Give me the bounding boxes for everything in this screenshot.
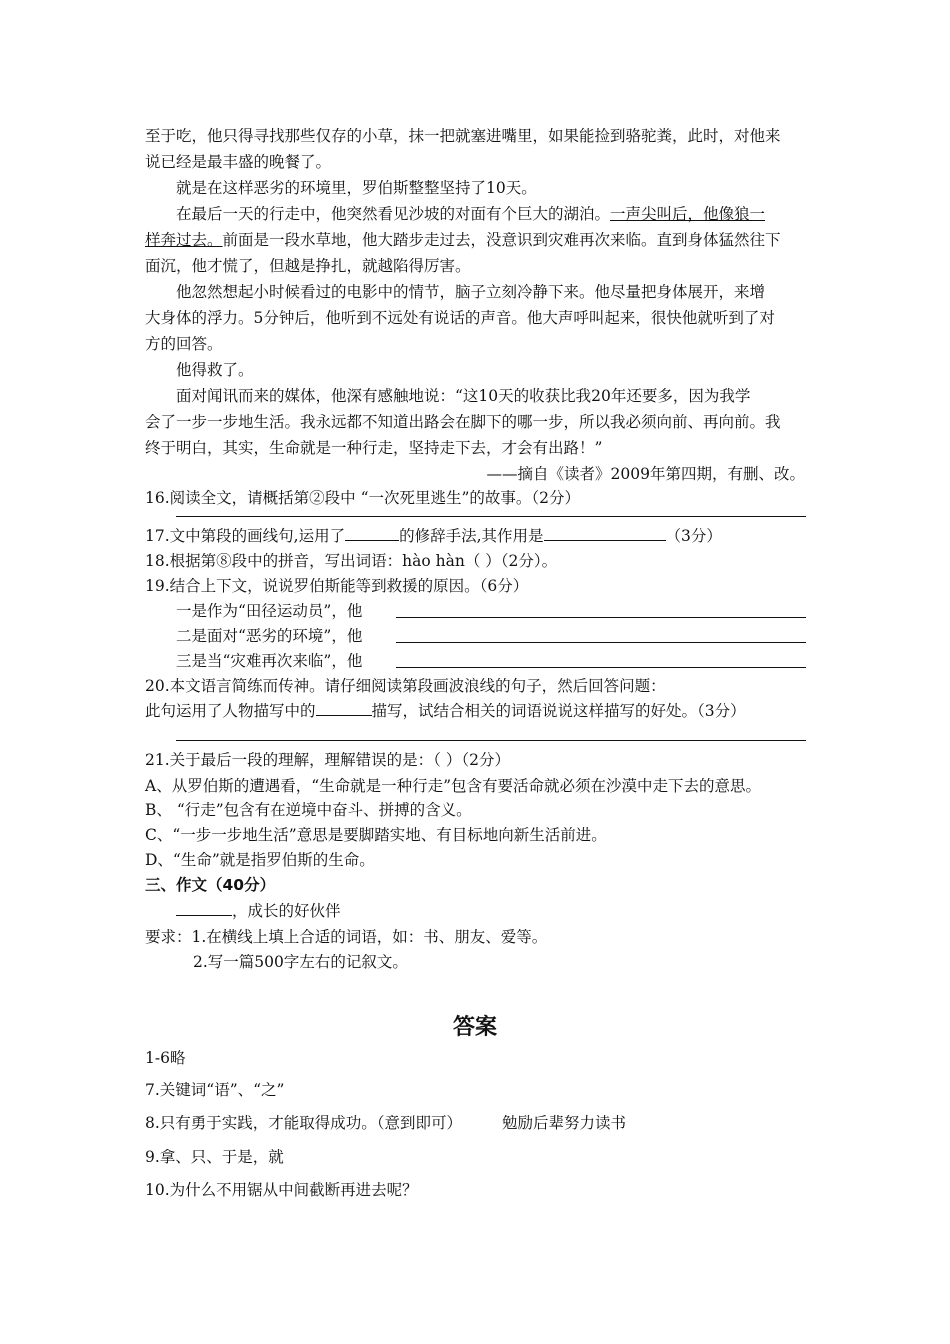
question-20-prompt (145, 701, 746, 721)
question-19-item: 二是面对“恶劣的环境”，他 (176, 627, 363, 645)
answer-item: 1-6略 (145, 1049, 186, 1067)
topic-text: ，成长的好伙伴 (232, 902, 341, 920)
answers-title: 答案 (452, 1015, 497, 1040)
passage-line: 终于明白，其实，生命就是一种行走，坚持走下去，才会有出路！” (145, 439, 603, 457)
passage-line: 他得救了。 (176, 361, 254, 379)
answer-line[interactable] (396, 617, 806, 618)
source-citation: ——摘自《读者》2009年第四期，有删、改。 (486, 465, 805, 483)
fill-blank[interactable] (345, 526, 399, 541)
fill-blank[interactable] (176, 901, 232, 916)
question-18: 18.根据第⑧段中的拼音，写出词语：hào hàn（ ）（2分）。 (145, 552, 558, 570)
answer-line[interactable] (176, 740, 806, 741)
underlined-sentence: 样奔过去。 (145, 231, 223, 249)
essay-requirement: 要求：1.在横线上填上合适的词语，如：书、朋友、爱等。 (145, 928, 548, 946)
question-19: 19.结合上下文，说说罗伯斯能等到救援的原因。（6分） (145, 577, 529, 595)
passage-line: 面对闻讯而来的媒体，他深有感触地说：“这10天的收获比我20年还要多，因为我学 (176, 387, 751, 405)
question-text: 17.文中第段的画线句,运用了 (145, 527, 346, 545)
question-17 (145, 526, 722, 546)
option-b[interactable]: B、 “行走”包含有在逆境中奋斗、拼搏的含义。 (145, 801, 472, 819)
option-d[interactable]: D、“生命”就是指罗伯斯的生命。 (145, 851, 375, 869)
passage-line: 会了一步一步地生活。我永远都不知道出路会在脚下的哪一步，所以我必须向前、再向前。我 (145, 413, 781, 431)
passage-line: 方的回答。 (145, 335, 223, 353)
essay-topic (176, 901, 341, 921)
passage-line: 他忽然想起小时候看过的电影中的情节，脑子立刻冷静下来。他尽量把身体展开，来增 (176, 283, 766, 301)
answer-text: 勉励后辈努力读书 (502, 1114, 627, 1132)
answer-line[interactable] (396, 642, 806, 643)
answer-text: 8.只有勇于实践，才能取得成功。（意到即可） (145, 1114, 463, 1132)
essay-requirement: 2.写一篇500字左右的记叙文。 (193, 953, 408, 971)
passage-line: 就是在这样恶劣的环境里，罗伯斯整整坚持了10天。 (176, 179, 537, 197)
option-c[interactable]: C、“一步一步地生活”意思是要脚踏实地、有目标地向新生活前进。 (145, 826, 607, 844)
answer-item: 7.关键词“语”、“之” (145, 1081, 285, 1099)
answer-item: 9.拿、只、于是，就 (145, 1148, 284, 1166)
passage-line: 面沉，他才慌了，但越是挣扎，就越陷得厉害。 (145, 257, 471, 275)
passage-line (176, 204, 765, 224)
question-19-item: 一是作为“田径运动员”，他 (176, 602, 363, 620)
underlined-sentence: 一声尖叫后，他像狼一 (610, 205, 766, 223)
answer-item (145, 1113, 626, 1133)
question-text: 描写，试结合相关的词语说说这样描写的好处。（3分） (371, 702, 746, 720)
fill-blank[interactable] (316, 701, 372, 716)
passage-line: 说已经是最丰盛的晚餐了。 (145, 153, 332, 171)
question-21: 21.关于最后一段的理解，理解错误的是：（ ）（2分） (145, 751, 510, 769)
fill-blank[interactable] (544, 526, 666, 541)
passage-text: 前面是一段水草地，他大踏步走过去，没意识到灾难再次来临。直到身体猛然往下 (222, 231, 781, 249)
question-16: 16.阅读全文，请概括第②段中 “一次死里逃生”的故事。（2分） (145, 489, 581, 507)
option-a[interactable]: A、从罗伯斯的遭遇看，“生命就是一种行走”包含有要活命就必须在沙漠中走下去的意思。 (145, 777, 762, 795)
question-text: （3分） (665, 527, 722, 545)
answer-line[interactable] (176, 516, 806, 517)
passage-line: 至于吃，他只得寻找那些仅存的小草，抹一把就塞进嘴里，如果能捡到骆驼粪，此时，对他来 (145, 127, 781, 145)
passage-line (145, 230, 781, 250)
passage-line: 大身体的浮力。5分钟后，他听到不远处有说话的声音。他大声呼叫起来，很快他就听到了对 (145, 309, 775, 327)
answer-line[interactable] (396, 667, 806, 668)
question-text: 的修辞手法,其作用是 (399, 527, 544, 545)
answer-item: 10.为什么不用锯从中间截断再进去呢？ (145, 1181, 418, 1199)
question-text: 此句运用了人物描写中的 (145, 702, 316, 720)
question-19-item: 三是当“灾难再次来临”，他 (176, 652, 363, 670)
question-20: 20.本文语言简练而传神。请仔细阅读第段画波浪线的句子，然后回答问题： (145, 677, 666, 695)
passage-text: 在最后一天的行走中，他突然看见沙坡的对面有个巨大的湖泊。 (176, 205, 611, 223)
section-heading: 三、作文（40分） (145, 876, 276, 894)
